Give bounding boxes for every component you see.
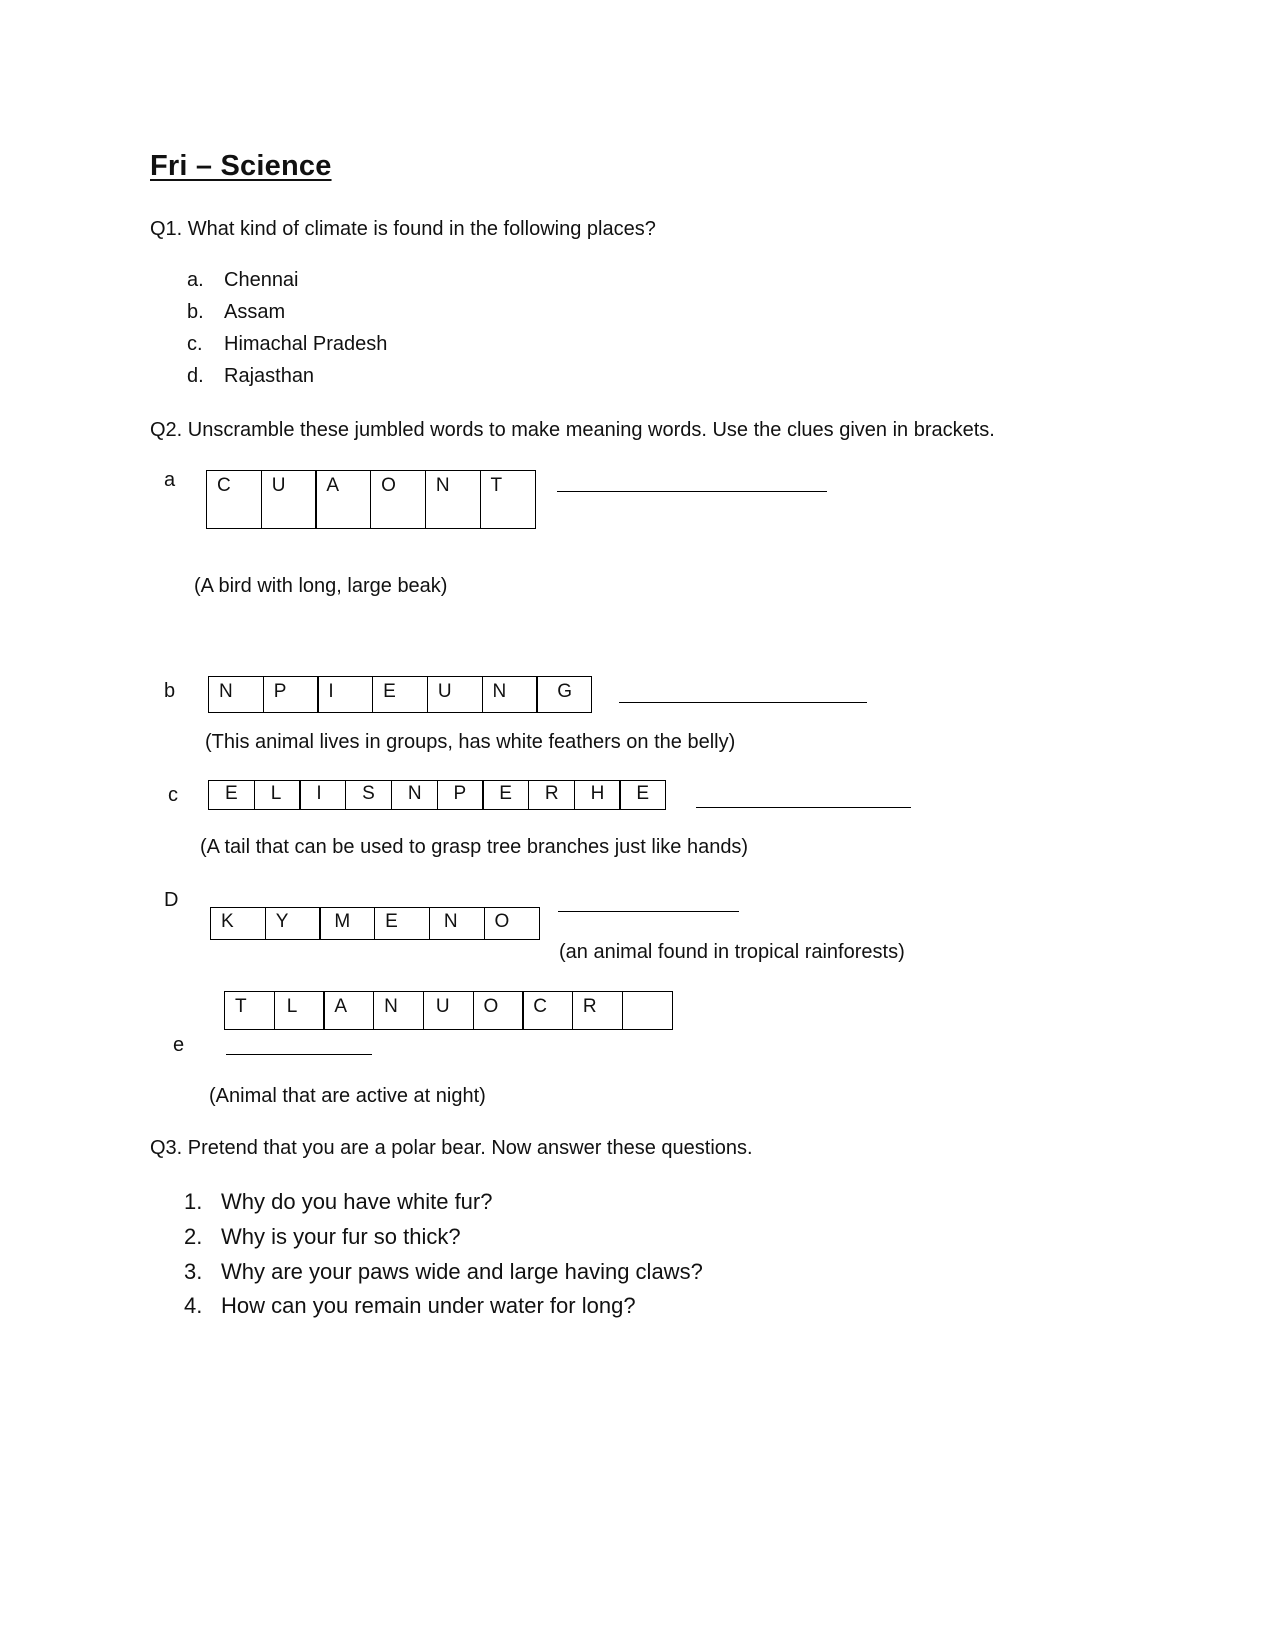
list-marker: c.	[187, 333, 203, 355]
letter-box: N	[482, 676, 538, 713]
clue-e: (Animal that are active at night)	[209, 1085, 486, 1107]
puzzle-label-c: c	[168, 784, 178, 806]
puzzle-label-e: e	[173, 1034, 185, 1056]
answer-line-a[interactable]	[557, 491, 827, 492]
letter-boxes-a	[206, 470, 536, 529]
letter-box: U	[423, 991, 474, 1030]
answer-line-d[interactable]	[558, 911, 739, 912]
question-2: Q2. Unscramble these jumbled words to make meaning words. Use the clues given in brackets.	[150, 419, 995, 441]
letter-box: L	[274, 991, 325, 1030]
q3-item-2	[184, 1224, 884, 1252]
letter-box: N	[373, 991, 424, 1030]
letter-box: I	[317, 676, 373, 713]
q1-item-a	[187, 269, 587, 293]
puzzle-label-d: D	[164, 889, 179, 911]
q1-item-d	[187, 365, 587, 389]
list-marker: d.	[187, 365, 204, 387]
letter-box: R	[528, 780, 575, 810]
letter-box: Y	[265, 907, 321, 940]
list-item-text: Himachal Pradesh	[224, 333, 388, 355]
list-item-text: Why is your fur so thick?	[221, 1224, 461, 1249]
letter-box: O	[484, 907, 540, 940]
letter-box: M	[319, 907, 375, 940]
letter-box: E	[374, 907, 430, 940]
q1-item-c	[187, 333, 587, 357]
letter-box	[622, 991, 673, 1030]
answer-line-c[interactable]	[696, 807, 911, 808]
list-item-text: Why are your paws wide and large having claws?	[221, 1259, 703, 1284]
clue-c: (A tail that can be used to grasp tree branches just like hands)	[200, 836, 749, 858]
letter-box: N	[391, 780, 438, 810]
list-item-text: Chennai	[224, 269, 299, 291]
list-marker: 4.	[184, 1293, 203, 1318]
list-marker: 3.	[184, 1259, 203, 1284]
letter-box: R	[572, 991, 623, 1030]
letter-box: E	[372, 676, 428, 713]
letter-box: H	[574, 780, 621, 810]
question-3: Q3. Pretend that you are a polar bear. Now answer these questions.	[150, 1137, 753, 1159]
letter-box: C	[522, 991, 573, 1030]
list-marker: 1.	[184, 1189, 203, 1214]
letter-box: I	[299, 780, 346, 810]
letter-box: A	[315, 470, 371, 529]
letter-box: U	[261, 470, 317, 529]
letter-box: T	[224, 991, 275, 1030]
letter-box: N	[429, 907, 485, 940]
clue-b: (This animal lives in groups, has white feathers on the belly)	[205, 731, 736, 753]
q1-item-b	[187, 301, 587, 325]
q3-item-1	[184, 1189, 884, 1217]
letter-boxes-d	[210, 907, 540, 940]
letter-box: E	[482, 780, 529, 810]
list-item-text: Why do you have white fur?	[221, 1189, 493, 1214]
puzzle-label-b: b	[164, 680, 176, 702]
list-item-text: Rajasthan	[224, 365, 315, 387]
letter-box: T	[480, 470, 536, 529]
letter-box: P	[437, 780, 484, 810]
letter-box: K	[210, 907, 266, 940]
question-1: Q1. What kind of climate is found in the following places?	[150, 218, 656, 240]
letter-box: N	[425, 470, 481, 529]
list-marker: 2.	[184, 1224, 203, 1249]
letter-box: E	[208, 780, 255, 810]
letter-box: U	[427, 676, 483, 713]
answer-line-e[interactable]	[226, 1054, 372, 1055]
puzzle-label-a: a	[164, 469, 176, 491]
list-marker: b.	[187, 301, 204, 323]
letter-boxes-e	[224, 991, 673, 1030]
answer-line-b[interactable]	[619, 702, 867, 703]
letter-box: G	[536, 676, 592, 713]
letter-boxes-c	[208, 780, 666, 810]
letter-box: N	[208, 676, 264, 713]
letter-box: L	[254, 780, 301, 810]
list-item-text: Assam	[224, 301, 286, 323]
letter-boxes-b	[208, 676, 592, 713]
q3-item-4	[184, 1293, 884, 1321]
letter-box: E	[619, 780, 666, 810]
clue-d: (an animal found in tropical rainforests)	[559, 941, 905, 963]
list-item-text: How can you remain under water for long?	[221, 1293, 636, 1318]
letter-box: P	[263, 676, 319, 713]
letter-box: O	[473, 991, 524, 1030]
list-marker: a.	[187, 269, 204, 291]
clue-a: (A bird with long, large beak)	[194, 575, 448, 597]
q3-item-3	[184, 1259, 884, 1287]
letter-box: A	[323, 991, 374, 1030]
letter-box: S	[345, 780, 392, 810]
letter-box: O	[370, 470, 426, 529]
letter-box: C	[206, 470, 262, 529]
page-title: Fri – Science	[150, 150, 332, 182]
